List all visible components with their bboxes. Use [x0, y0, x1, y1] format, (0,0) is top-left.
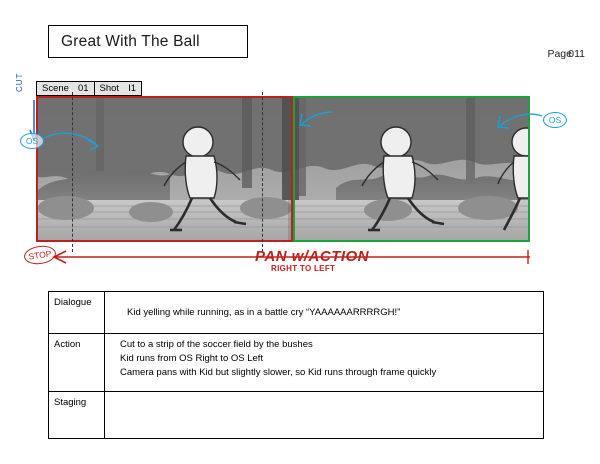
page-label: Page	[547, 48, 572, 60]
staging-text	[105, 392, 543, 438]
scene-tag-value: 01	[77, 83, 89, 94]
shot-tag-label: Shot	[99, 83, 120, 94]
scene-shot-tags	[36, 81, 142, 96]
staging-label: Staging	[49, 392, 105, 438]
inner-left-arrow-icon	[298, 108, 338, 132]
action-line: Kid runs from OS Right to OS Left	[120, 352, 264, 364]
shot-tag	[95, 81, 142, 96]
pan-subtitle: RIGHT TO LEFT	[271, 264, 336, 273]
action-line: Cut to a strip of the soccer field by the bushes	[120, 339, 313, 350]
page-number: 011	[568, 48, 585, 60]
os-right-arrow-icon	[494, 108, 546, 134]
scene-tag-label: Scene	[42, 83, 69, 94]
shot-tag-value: I1	[128, 83, 136, 94]
dialogue-text: Kid yelling while running, as in a battle cry “YAAAAAARRRRGH!”	[127, 307, 401, 318]
pan-title: PAN w/ACTION	[255, 248, 370, 265]
stop-badge: STOP	[23, 244, 57, 266]
dialogue-row	[49, 292, 543, 334]
cut-label: CUT	[15, 72, 24, 92]
os-left-label: OS	[20, 133, 44, 149]
title-box	[48, 25, 248, 58]
guide-line-right	[262, 92, 263, 252]
guide-line-left	[72, 92, 73, 252]
action-line: Camera pans with Kid but slightly slower, so Kid runs through frame quickly	[120, 366, 437, 378]
storyboard-artwork	[36, 96, 530, 242]
action-text	[105, 334, 543, 391]
os-left-arrow-icon	[40, 126, 102, 156]
page-title: Great With The Ball	[61, 32, 200, 50]
scene-tag	[36, 81, 95, 96]
os-right-label: OS	[543, 112, 567, 128]
dialogue-label: Dialogue	[49, 292, 105, 333]
shot-info-table	[48, 291, 544, 439]
staging-row	[49, 392, 543, 438]
action-label: Action	[49, 334, 105, 391]
action-row	[49, 334, 543, 392]
storyboard-panel	[36, 96, 530, 242]
